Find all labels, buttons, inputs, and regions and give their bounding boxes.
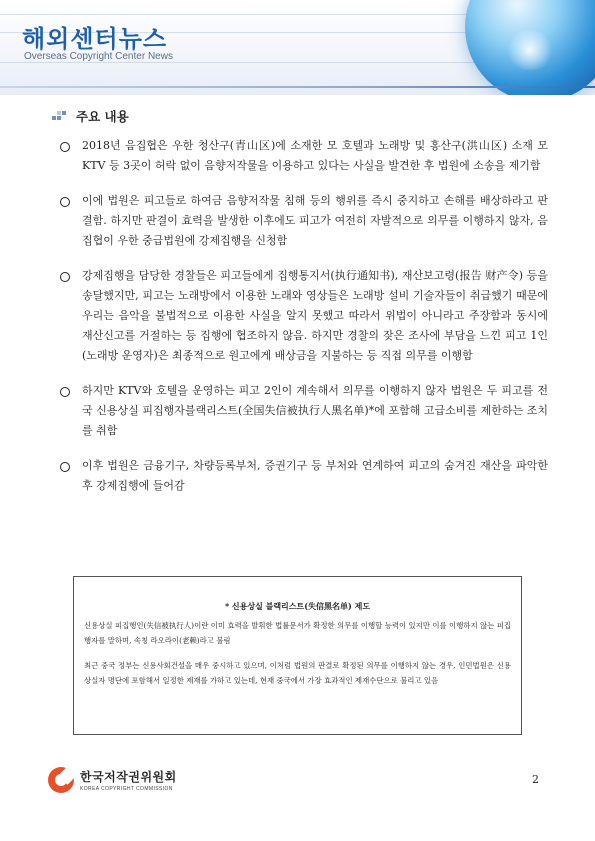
circle-bullet-icon bbox=[60, 462, 70, 472]
bullet-item bbox=[60, 381, 550, 441]
circle-bullet-icon bbox=[60, 272, 70, 282]
note-paragraph: 신용상실 피집행인(失信被执行人)이란 이미 효력을 발휘한 법률문서가 확정한 의무를 이행할 능력이 있지만 이를 이행하지 않는 피집행자를 말하며, 속칭 라오라이(老赖)라고 불림 bbox=[84, 621, 511, 645]
squares-bullet-icon bbox=[52, 111, 66, 121]
header-divider bbox=[0, 86, 595, 88]
globe-glow bbox=[505, 30, 555, 70]
header-title: 해외센터뉴스 bbox=[22, 25, 168, 53]
org-name-en: KOREA COPYRIGHT COMMISSION bbox=[80, 786, 173, 792]
bullet-item bbox=[60, 266, 550, 366]
circle-bullet-icon bbox=[60, 387, 70, 397]
bullet-item bbox=[60, 191, 550, 251]
bullet-text: 강제집행을 담당한 경찰들은 피고들에게 집행통지서(执行通知书), 재산보고령(报告 财产令) 등을 송달했지만, 피고는 노래방에서 이용한 노래와 영상들은 노래방 설비 기술자들이 취급했기 때문에 우리는 음악을 불법적으로 이용한 사실을 알지 못했고 따라서 위법이 아니라고 주장함과 동시에 재산신고를 거절하는 등 집행에 협조하지 않음. 하지만 경찰의 잦은 조사에 부담을 느낀 피고 1인(노래방 운영자)은 최종적으로 원고에게 배상금을 지불하는 등 직접 의무를 이행함 bbox=[82, 269, 548, 362]
commission-logo-icon bbox=[48, 767, 74, 793]
circle-bullet-icon bbox=[60, 197, 70, 207]
circle-bullet-icon bbox=[60, 142, 70, 152]
page-number: 2 bbox=[532, 773, 539, 786]
section-heading bbox=[52, 107, 129, 125]
bullet-item bbox=[60, 456, 550, 496]
bullet-list bbox=[60, 136, 550, 511]
bullet-text: 이에 법원은 피고들로 하여금 음향저작물 침해 등의 행위를 즉시 중지하고 손해를 배상하라고 판결함. 하지만 판결이 효력을 발생한 이후에도 피고가 여전히 자발적으로 의무를 이행하지 않자, 음집협이 우한 중급법원에 강제집행을 신청함 bbox=[82, 194, 548, 247]
bullet-text: 2018년 음집협은 우한 청산구(青山区)에 소재한 모 호텔과 노래방 및 홍산구(洪山区) 소재 모 KTV 등 3곳이 허락 없이 음향저작물을 이용하고 있다는 사실을 발견한 후 법원에 소송을 제기함 bbox=[82, 139, 548, 172]
bullet-text: 이후 법원은 금융기구, 차량등록부처, 증권기구 등 부처와 연계하여 피고의 숨겨진 재산을 파악한 후 강제집행에 들어감 bbox=[82, 459, 548, 492]
section-title: 주요 내용 bbox=[76, 109, 129, 124]
bullet-text: 하지만 KTV와 호텔을 운영하는 피고 2인이 계속해서 의무를 이행하지 않자 법원은 두 피고를 전국 신용상실 피집행자블랙리스트(全国失信被执行人黑名单)*에 포함해 고급소비를 제한하는 조치를 취함 bbox=[82, 384, 548, 437]
note-box bbox=[73, 576, 522, 735]
page-header bbox=[0, 0, 595, 95]
footer-logo bbox=[48, 767, 177, 793]
header-subtitle: Overseas Copyright Center News bbox=[24, 51, 173, 62]
bullet-item bbox=[60, 136, 550, 176]
org-name: 한국저작권위원회 bbox=[80, 770, 177, 784]
footer-org bbox=[80, 768, 177, 792]
note-box-title: * 신용상실 블랙리스트(失信黑名单) 제도 bbox=[224, 601, 371, 611]
note-paragraph: 최근 중국 정부는 신용사회건설을 매우 중시하고 있으며, 이처럼 법원의 판결로 확정된 의무를 이행하지 않는 경우, 인민법원은 신용상실자 명단에 포함해서 일정한 제재를 가하고 있는데, 현재 중국에서 가장 효과적인 제재수단으로 불리고 있음 bbox=[84, 661, 511, 685]
